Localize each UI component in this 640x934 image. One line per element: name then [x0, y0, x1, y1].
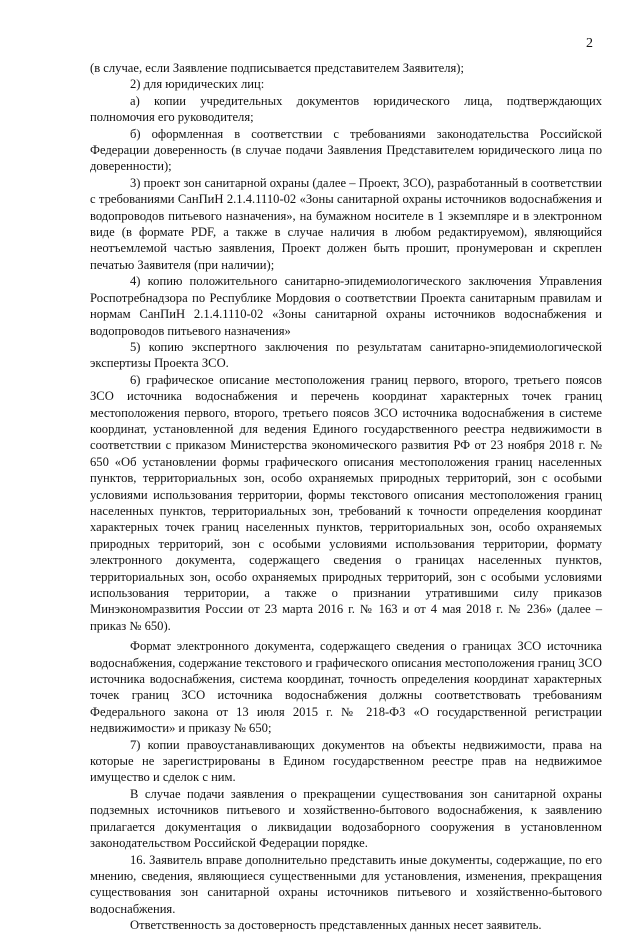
paragraph-responsibility: Ответственность за достоверность представленных данных несет заявитель.: [130, 918, 542, 933]
page-number: 2: [586, 36, 593, 51]
paragraph-item-4: 4) копию положительного санитарно-эпидемиологического заключения Управления Роспотребнадзора по Республике Мордовия о соответствии Проекта санитарным правилам и нормам СанПиН 2.1.4.1110-02 «Зоны санитарной охраны источников водоснабжения и водопроводов питьевого назначения»: [90, 274, 602, 338]
paragraph-item-3: 3) проект зон санитарной охраны (далее – Проект, ЗСО), разработанный в соответствии с требованиями СанПиН 2.1.4.1110-02 «Зоны санитарной охраны источников водоснабжения и водопроводов питьевого назначения», на бумажном носителе в 1 экземпляре и в электронном виде (в формате PDF, а также в случае наличия в любом редактируемом), являющийся неотъемлемой частью заявления, Проект должен быть прошит, пронумерован и скреплен печатью Заявителя (при наличии);: [90, 175, 602, 272]
document-body: [90, 60, 602, 934]
paragraph-item-a: а) копии учредительных документов юридического лица, подтверждающих полномочия его руководителя;: [90, 93, 602, 125]
paragraph-item-5: 5) копию экспертного заключения по результатам санитарно-эпидемиологической экспертизы Проекта ЗСО.: [90, 339, 602, 371]
paragraph-item-16: 16. Заявитель вправе дополнительно представить иные документы, содержащие, по его мнению, сведения, являющиеся существенными для установления, изменения, прекращения существования зон санитарной охраны источников питьевого и хозяйственно-бытового водоснабжения.: [90, 852, 602, 916]
paragraph-item-b: б) оформленная в соответствии с требованиями законодательства Российской Федерации доверенность (в случае подачи Заявления Представителем юридического лица по доверенности);: [90, 126, 602, 174]
paragraph-continuation: (в случае, если Заявление подписывается представителем Заявителя);: [90, 61, 464, 75]
paragraph-item-7: 7) копии правоустанавливающих документов на объекты недвижимости, права на которые не зарегистрированы в Едином государственном реестре прав на недвижимое имущество и сделок с ним.: [90, 737, 602, 785]
paragraph-item-6: 6) графическое описание местоположения границ первого, второго, третьего поясов ЗСО источника водоснабжения и перечень координат характерных точек границ местоположения первого, второго, третьего поясов ЗСО источника водоснабжения в системе координат, установленной для ведения Единого государственного реестра недвижимости в соответствии с приказом Министерства экономического развития РФ от 23 ноября 2018 г. № 650 «Об установлении формы графического описания местоположения границ населенных пунктов, территориальных зон, особо охраняемых природных территорий, зон с особыми условиями использования территории, формы текстового описания местоположения границ населенных пунктов, территориальных зон, требований к точности определения координат характерных точек границ населенных пунктов, территориальных зон, особо охраняемых природных территорий, зон с особыми условиями использования территории, формату электронного документа, содержащего сведения о границах населенных пунктов, территориальных зон, особо охраняемых природных территорий, зон с особыми условиями использования территории, а также о признании утратившими силу приказов Минэкономразвития России от 23 марта 2016 г. № 163 и от 4 мая 2018 г. № 236» (далее – приказ № 650).: [90, 372, 602, 633]
paragraph-format: Формат электронного документа, содержащего сведения о границах ЗСО источника водоснабжения, содержание текстового и графического описания местоположения границ ЗСО источника водоснабжения, система координат, точность определения координат характерных точек границ ЗСО источника водоснабжения должны соответствовать требованиям Федерального закона от 13 июля 2015 г. № 218-ФЗ «О государственной регистрации недвижимости» и приказу № 650;: [90, 639, 602, 736]
paragraph-termination: В случае подачи заявления о прекращении существования зон санитарной охраны подземных источников питьевого и хозяйственно-бытового водоснабжения, к заявлению прилагается документация о ликвидации водозаборного сооружения в установленном законодательством Российской Федерации порядке.: [90, 786, 602, 851]
paragraph-legal-entities: 2) для юридических лиц:: [130, 77, 265, 92]
